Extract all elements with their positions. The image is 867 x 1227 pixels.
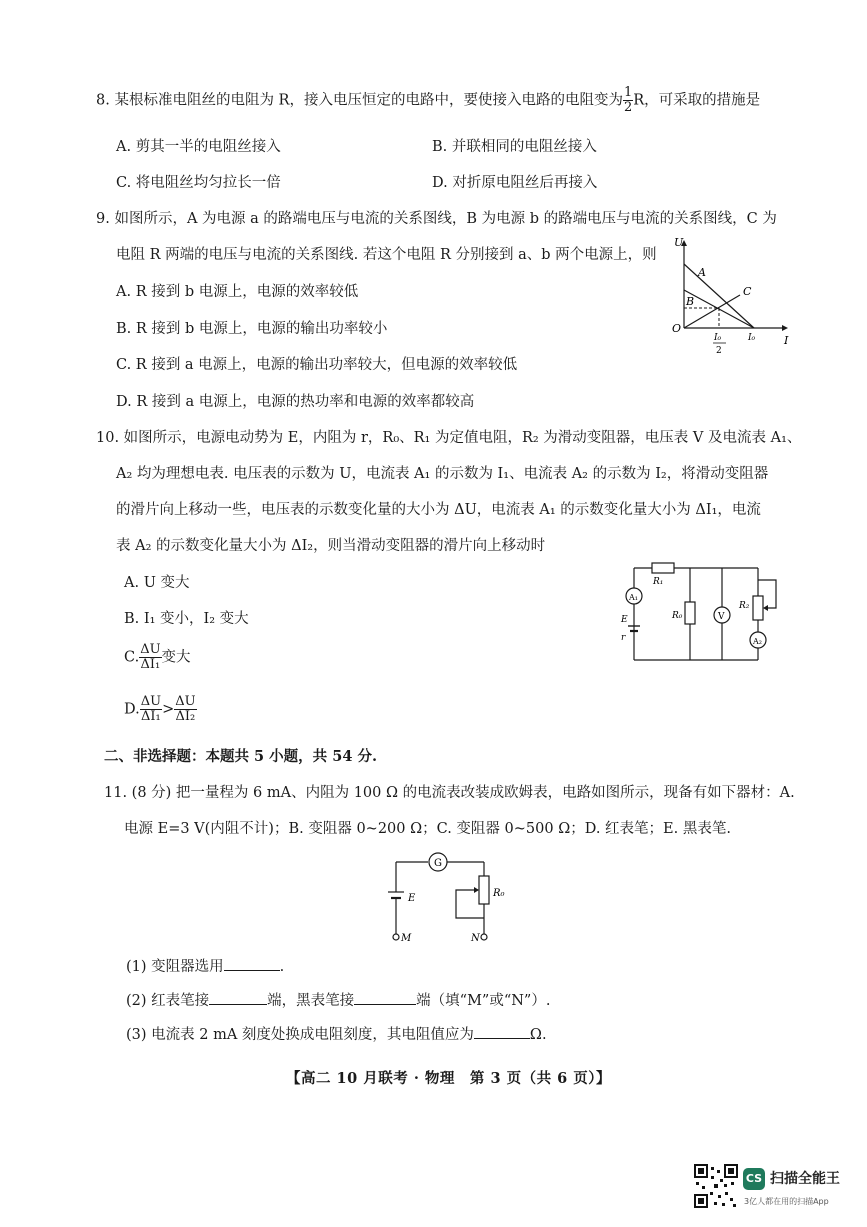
origin-label: O	[672, 322, 682, 335]
q8-option-b: B. 并联相同的电阻丝接入	[432, 139, 597, 155]
r2-label: R₂	[739, 601, 750, 611]
q10-stem-line2: A₂ 均为理想电表. 电压表的示数为 U，电流表 A₁ 的示数为 I₁、电流表 A₂ 的示数为 I₂，将滑动变阻器	[116, 466, 769, 482]
v-label: V	[718, 612, 725, 622]
answer-blank-3[interactable]	[354, 990, 416, 1005]
q8-fraction: $\frac{1}{2}$	[623, 85, 633, 115]
q10-option-a: A. U 变大	[124, 575, 190, 591]
line-c-label: C	[743, 285, 752, 298]
tick-full-label: I₀	[748, 333, 756, 343]
q9-stem-line2: 电阻 R 两端的电压与电流的关系图线. 若这个电阻 R 分别接到 a、b 两个电源上，则	[116, 247, 657, 263]
r0-label: R₀	[493, 888, 505, 899]
i-axis-label: I	[784, 334, 789, 347]
answer-blank-1[interactable]	[224, 956, 280, 971]
terminal-m	[393, 934, 399, 940]
q9-option-c: C. R 接到 a 电源上，电源的输出功率较大，但电源的效率较低	[116, 357, 518, 373]
q10-stem-line3: 的滑片向上移动一些，电压表的示数变化量的大小为 ΔU，电流表 A₁ 的示数变化量大小为 ΔI₁，电流	[116, 502, 761, 518]
line-b-label: B	[686, 295, 695, 308]
q11-circuit-diagram	[380, 852, 510, 948]
q8-option-a: A. 剪其一半的电阻丝接入	[116, 139, 281, 155]
q9-stem-line1: 9. 如图所示，A 为电源 a 的路端电压与电流的关系图线，B 为电源 b 的路端电压与电流的关系图线，C 为	[96, 211, 777, 227]
e-label: E	[408, 893, 416, 904]
brand-tagline: 3亿人都在用的扫描App	[744, 1197, 829, 1206]
answer-blank-4[interactable]	[474, 1024, 530, 1039]
r1-label: R₁	[653, 577, 664, 587]
page-footer: 【高二 10 月联考 · 物理 第 3 页（共 6 页）】	[286, 1070, 612, 1087]
q8-option-c: C. 将电阻丝均匀拉长一倍	[116, 175, 281, 191]
r2-rheostat	[753, 596, 763, 620]
q10-option-c: C. $\frac{\Delta U}{\text{ΔI₁}}$ 变大	[124, 642, 191, 672]
section-heading: 二、非选择题：本题共 5 小题，共 54 分.	[104, 748, 378, 765]
slider-arrow	[763, 605, 768, 611]
q8-option-d: D. 对折原电阻丝后再接入	[432, 175, 598, 191]
r0-label: R₀	[672, 611, 683, 621]
q9-option-b: B. R 接到 b 电源上，电源的输出功率较小	[116, 321, 388, 337]
line-a-label: A	[698, 266, 706, 279]
q11-stem-line1: 11. (8 分) 把一量程为 6 mA、内阻为 100 Ω 的电流表改装成欧姆表，电路如图所示，现备有如下器材：A.	[104, 785, 795, 801]
q10-d-fraction-2: $\frac{\Delta U}{\text{ΔI₂}}$	[175, 694, 196, 724]
tick-half-numerator: I₀	[714, 333, 722, 343]
q11-stem-line2: 电源 E=3 V(内阻不计)；B. 变阻器 0~200 Ω；C. 变阻器 0~500 Ω；D. 红表笔；E. 黑表笔.	[124, 821, 731, 837]
g-label: G	[434, 858, 442, 869]
q11-part1: (1) 变阻器选用 .	[126, 955, 284, 976]
u-axis-label: U	[674, 236, 684, 249]
n-label: N	[471, 933, 480, 944]
r-label: r	[621, 633, 626, 643]
q9-option-d: D. R 接到 a 电源上，电源的热功率和电源的效率都较高	[116, 394, 475, 410]
q10-option-d: D. $\frac{\Delta U}{\text{ΔI₁}}$ > $\frac{\Delta U}{\text{ΔI₂}}$	[124, 694, 196, 724]
q9-option-a: A. R 接到 b 电源上，电源的效率较低	[116, 284, 359, 300]
q9-ui-graph	[664, 232, 794, 360]
q10-stem-line1: 10. 如图所示，电源电动势为 E，内阻为 r，R₀、R₁ 为定值电阻，R₂ 为滑动变阻器，电压表 V 及电流表 A₁、	[96, 430, 802, 446]
tick-half-denominator: 2	[716, 346, 722, 356]
terminal-n	[481, 934, 487, 940]
q10-circuit-diagram	[618, 560, 800, 668]
q11-part2: (2) 红表笔接 端，黑表笔接 端（填“M”或“N”）.	[126, 989, 550, 1010]
brand-name: 扫描全能王	[770, 1171, 840, 1187]
q10-c-fraction: $\frac{\Delta U}{\text{ΔI₁}}$	[140, 642, 161, 672]
q10-option-b: B. I₁ 变小，I₂ 变大	[124, 611, 249, 627]
a2-label: A₂	[753, 637, 762, 646]
q11-part3: (3) 电流表 2 mA 刻度处换成电阻刻度，其电阻值应为 Ω.	[126, 1023, 547, 1044]
answer-blank-2[interactable]	[209, 990, 267, 1005]
qr-code-icon	[694, 1164, 738, 1208]
slider-arrow	[474, 887, 479, 893]
m-label: M	[401, 933, 412, 944]
camscanner-logo: CS	[743, 1168, 765, 1190]
q8-stem: 8. 某根标准电阻丝的电阻为 R，接入电压恒定的电路中，要使接入电路的电阻变为 $\frac{1}{2}$ R，可采取的措施是	[96, 85, 761, 115]
i-axis-arrow	[782, 325, 788, 331]
a1-label: A₁	[629, 593, 638, 602]
r0-rheostat	[479, 876, 489, 904]
r0-resistor	[685, 602, 695, 624]
q10-stem-line4: 表 A₂ 的示数变化量大小为 ΔI₂，则当滑动变阻器的滑片向上移动时	[116, 538, 546, 554]
e-label: E	[621, 615, 628, 625]
q10-d-fraction-1: $\frac{\Delta U}{\text{ΔI₁}}$	[140, 694, 162, 724]
r1-resistor	[652, 563, 674, 573]
